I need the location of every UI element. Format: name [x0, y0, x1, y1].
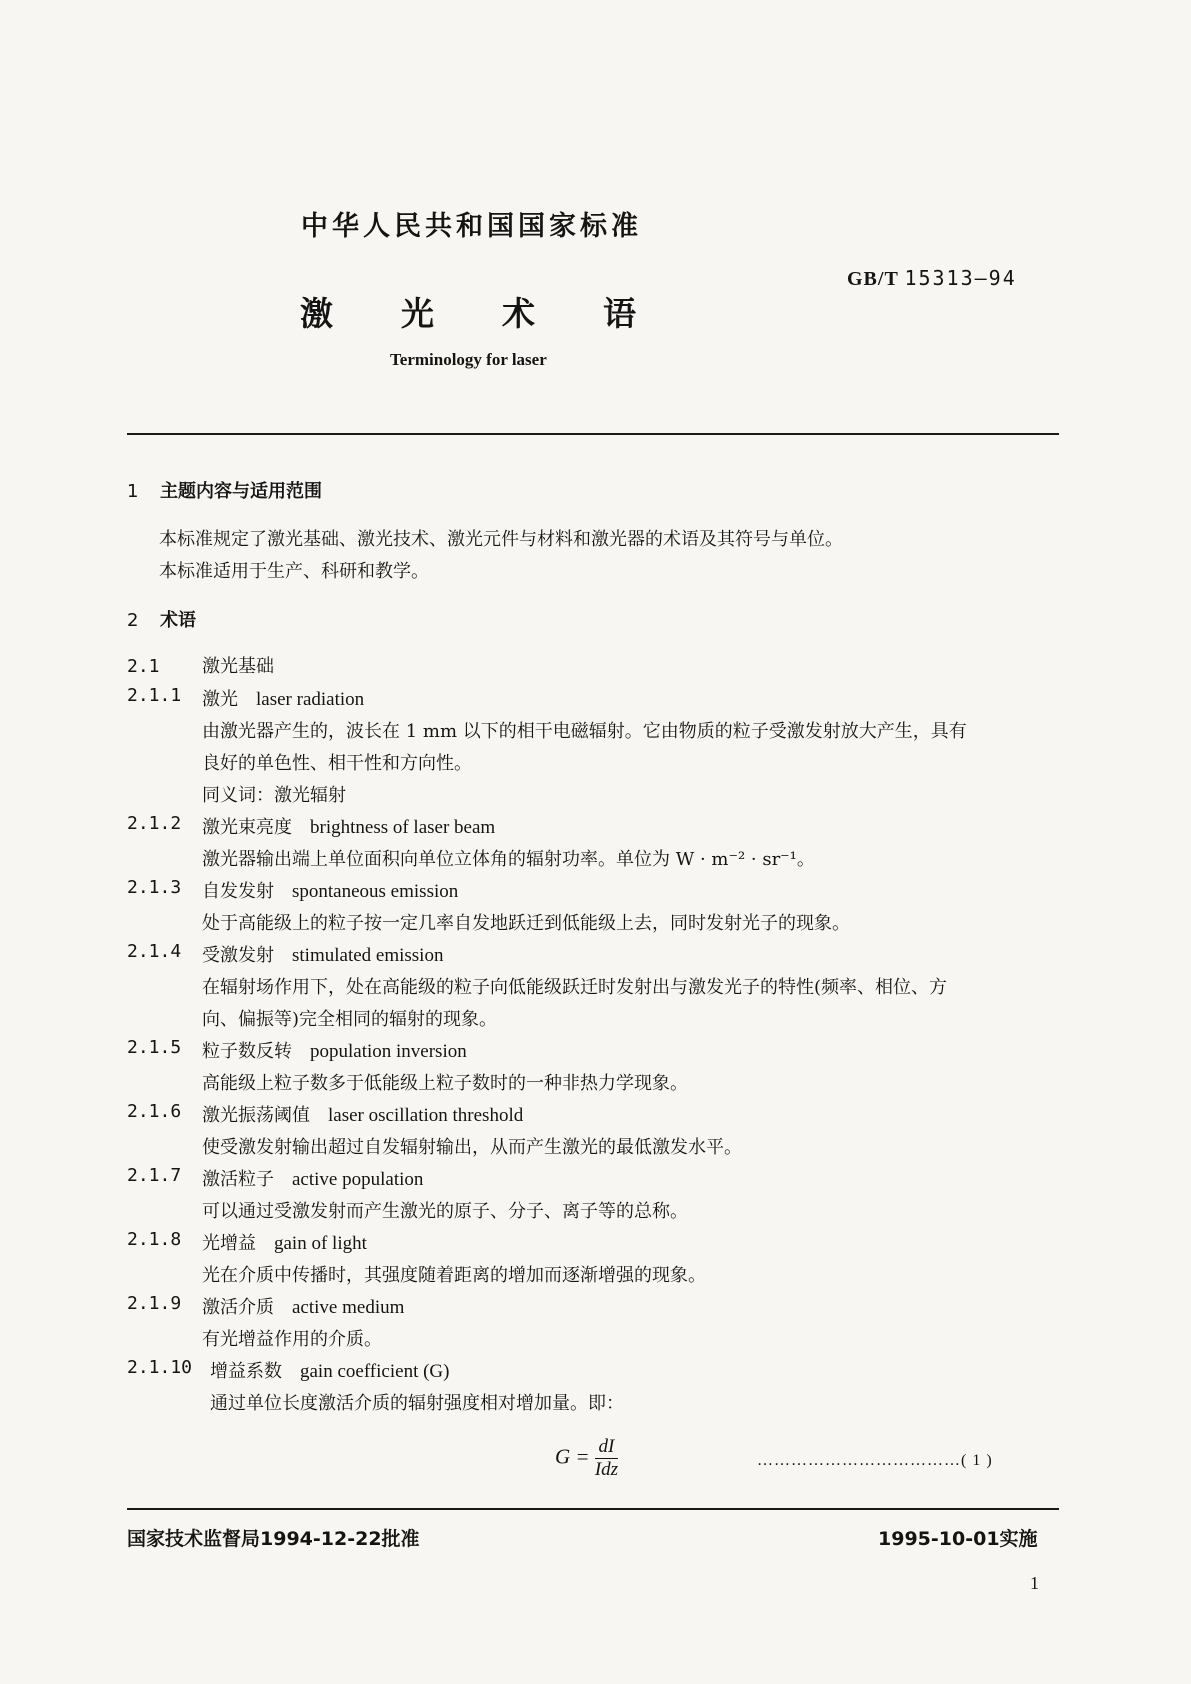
term-english: brightness of laser beam: [310, 817, 496, 838]
term-definition-line: 高能级上粒子数多于低能级上粒子数时的一种非热力学现象。: [202, 1073, 688, 1094]
term-definition-line: 激光器输出端上单位面积向单位立体角的辐射功率。单位为 W · m⁻² · sr⁻¹。: [202, 849, 815, 870]
term-number: 2.1.10: [127, 1357, 193, 1378]
term-chinese: 受激发射: [202, 945, 274, 966]
standard-number: [847, 266, 1017, 291]
term-number: 2.1.1: [127, 685, 182, 706]
page-number: 1: [1030, 1573, 1039, 1593]
document-subtitle: Terminology for laser: [390, 350, 547, 369]
formula-lhs: G =: [555, 1444, 590, 1469]
term-number: 2.1.9: [127, 1293, 182, 1314]
section-title: 术语: [160, 610, 196, 631]
term-chinese: 激光振荡阈值: [202, 1105, 310, 1126]
header-divider: [127, 433, 1059, 435]
term-definition-line: 可以通过受激发射而产生激光的原子、分子、离子等的总称。: [202, 1201, 688, 1222]
formula-numerator: dI: [595, 1436, 618, 1459]
section-heading-1: [127, 477, 322, 503]
term-heading: [202, 941, 443, 967]
title-char: 光: [401, 294, 434, 333]
term-chinese: 激活粒子: [202, 1169, 274, 1190]
term-number: 2.1.6: [127, 1101, 182, 1122]
term-number: 2.1.3: [127, 877, 182, 898]
term-definition-line: 有光增益作用的介质。: [202, 1329, 382, 1350]
scope-paragraph-1: 本标准规定了激光基础、激光技术、激光元件与材料和激光器的术语及其符号与单位。: [159, 529, 843, 550]
term-chinese: 粒子数反转: [202, 1041, 292, 1062]
title-char: 术: [502, 294, 535, 333]
formula-fraction: [595, 1436, 618, 1481]
term-definition-line: 处于高能级上的粒子按一定几率自发地跃迁到低能级上去，同时发射光子的现象。: [202, 913, 850, 934]
country-standard-title: 中华人民共和国国家标准: [301, 211, 642, 242]
subsection-title: 激光基础: [202, 656, 274, 677]
term-english: stimulated emission: [292, 945, 444, 966]
section-heading-2: [127, 606, 196, 632]
term-english: active medium: [292, 1297, 405, 1318]
term-number: 2.1.4: [127, 941, 182, 962]
standard-prefix: GB/T: [847, 268, 899, 290]
subsection-number: 2.1: [127, 656, 160, 677]
approval-date: 国家技术监督局1994-12-22批准: [127, 1528, 420, 1550]
term-number: 2.1.7: [127, 1165, 182, 1186]
term-chinese: 激光: [202, 689, 238, 710]
formula-number: [757, 1452, 993, 1470]
term-english: gain coefficient (G): [300, 1361, 450, 1382]
subsection-heading-2-1: [127, 652, 274, 678]
term-chinese: 激活介质: [202, 1297, 274, 1318]
term-heading: [202, 813, 495, 839]
effective-date: 1995-10-01实施: [878, 1528, 1038, 1550]
title-char: 激: [300, 294, 333, 333]
formula-denominator: Idz: [594, 1459, 619, 1480]
term-english: laser oscillation threshold: [328, 1105, 524, 1126]
term-heading: [202, 1229, 367, 1255]
title-char: 语: [603, 294, 636, 333]
term-definition-line: 光在介质中传播时，其强度随着距离的增加而逐渐增强的现象。: [202, 1265, 706, 1286]
term-heading: [202, 1293, 404, 1319]
term-heading: [202, 1165, 423, 1191]
document-title: [300, 288, 636, 335]
term-synonym: 同义词：激光辐射: [202, 785, 346, 806]
term-heading: [202, 877, 458, 903]
gain-coefficient-formula: [555, 1436, 618, 1481]
term-chinese: 自发发射: [202, 881, 274, 902]
term-number: 2.1.5: [127, 1037, 182, 1058]
term-english: spontaneous emission: [292, 881, 459, 902]
term-definition-line: 良好的单色性、相干性和方向性。: [202, 753, 472, 774]
footer-divider: [127, 1508, 1059, 1510]
term-heading: [202, 1037, 467, 1063]
section-number: 1: [127, 481, 139, 502]
term-definition-line: 向、偏振等)完全相同的辐射的现象。: [202, 1009, 498, 1030]
term-heading: [202, 1101, 523, 1127]
scope-paragraph-2: 本标准适用于生产、科研和教学。: [159, 561, 429, 582]
standard-code: 15313—94: [904, 266, 1017, 290]
term-heading: [210, 1357, 449, 1383]
term-english: gain of light: [274, 1233, 367, 1254]
term-chinese: 光增益: [202, 1233, 256, 1254]
formula-label: ( 1 ): [961, 1452, 993, 1469]
section-number: 2: [127, 610, 139, 631]
term-definition-line: 通过单位长度激活介质的辐射强度相对增加量。即：: [210, 1393, 624, 1414]
term-definition-line: 在辐射场作用下，处在高能级的粒子向低能级跃迁时发射出与激发光子的特性(频率、相位、方: [202, 977, 948, 998]
term-definition-line: 使受激发射输出超过自发辐射输出，从而产生激光的最低激发水平。: [202, 1137, 742, 1158]
term-definition-line: 由激光器产生的，波长在 1 mm 以下的相干电磁辐射。它由物质的粒子受激发射放大产生，具有: [202, 721, 967, 742]
term-number: 2.1.2: [127, 813, 182, 834]
formula-leader: ………………………………: [757, 1452, 961, 1469]
term-number: 2.1.8: [127, 1229, 182, 1250]
term-chinese: 激光束亮度: [202, 817, 292, 838]
term-english: active population: [292, 1169, 424, 1190]
section-title: 主题内容与适用范围: [160, 481, 322, 502]
term-heading: [202, 685, 364, 711]
term-english: population inversion: [310, 1041, 467, 1062]
term-english: laser radiation: [256, 689, 365, 710]
term-chinese: 增益系数: [210, 1361, 282, 1382]
